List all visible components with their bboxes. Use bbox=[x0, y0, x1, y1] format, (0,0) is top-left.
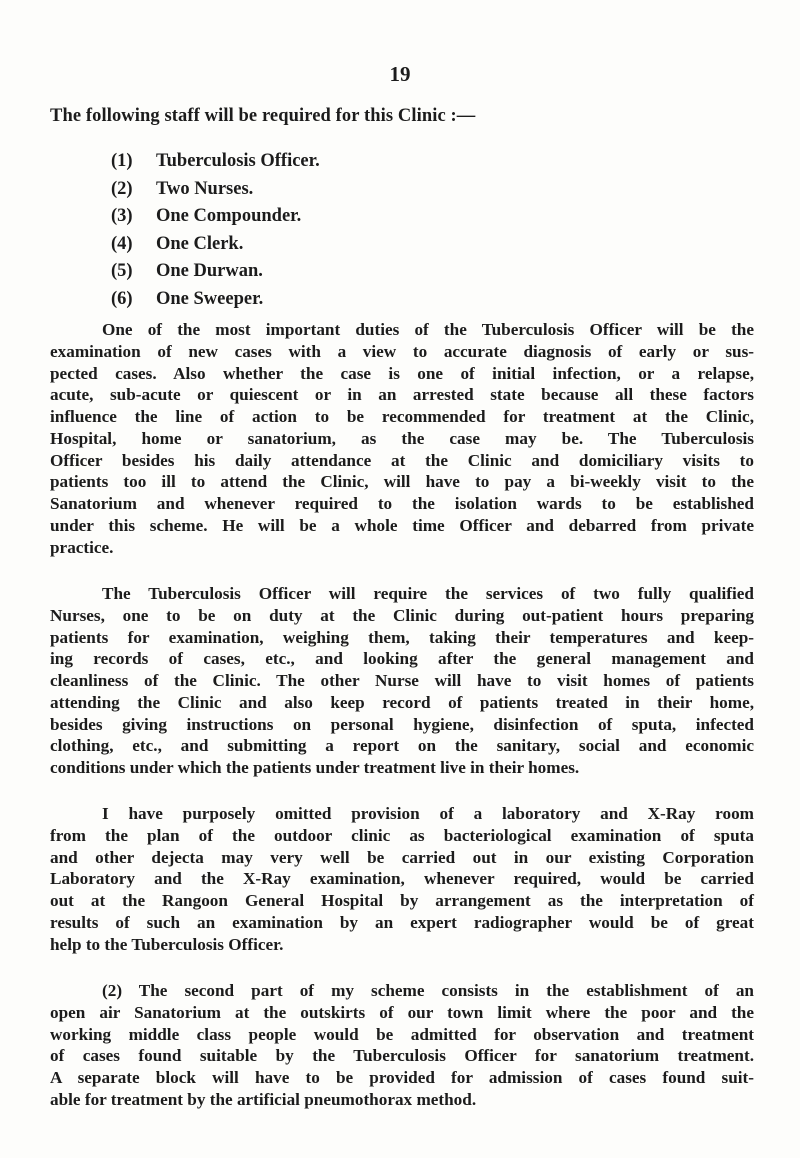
text-line: patients for examination, weighing them, taking their temperatures and keep- bbox=[50, 627, 754, 647]
text-line: One of the most important duties of the Tuberculosis Officer will be the bbox=[102, 320, 754, 339]
text-line: from the plan of the outdoor clinic as bacteriological examination of sputa bbox=[50, 825, 754, 845]
staff-intro: The following staff will be required for this Clinic :— bbox=[50, 106, 476, 126]
staff-item bbox=[111, 148, 320, 176]
text-line: Officer besides his daily attendance at the Clinic and domiciliary visits to bbox=[50, 450, 754, 470]
text-line: A separate block will have to be provided for admission of cases found suit- bbox=[50, 1068, 754, 1087]
staff-item bbox=[111, 203, 320, 231]
text-line: attending the Clinic and also keep record of patients treated in their home, bbox=[50, 692, 754, 712]
text-line: under this scheme. He will be a whole time Officer and debarred from private bbox=[50, 515, 754, 535]
text-line: ing records of cases, etc., and looking after the general management and bbox=[50, 649, 754, 669]
staff-number: (3) bbox=[111, 206, 133, 226]
staff-role: One Clerk. bbox=[156, 233, 244, 254]
paragraph-nurses bbox=[50, 583, 754, 779]
staff-number: (6) bbox=[111, 288, 133, 309]
text-line: clothing, etc., and submitting a report on the sanitary, social and economic bbox=[50, 736, 754, 756]
text-line: conditions under which the patients under treatment live in their homes. bbox=[50, 758, 580, 777]
staff-item bbox=[111, 176, 320, 204]
text-line: acute, sub-acute or quiescent or in an arrested state because all these factors bbox=[50, 385, 754, 405]
staff-role: One Compounder. bbox=[156, 206, 302, 226]
text-line: help to the Tuberculosis Officer. bbox=[50, 934, 284, 954]
text-line: working middle class people would be admitted for observation and treatment bbox=[50, 1024, 754, 1044]
staff-number: (4) bbox=[111, 233, 133, 254]
page-number: 19 bbox=[389, 62, 411, 86]
staff-role: One Sweeper. bbox=[156, 288, 264, 309]
text-line: besides giving instructions on personal hygiene, disinfection of sputa, infected bbox=[50, 714, 754, 734]
text-line: of cases found suitable by the Tuberculosis Officer for sanatorium treatment. bbox=[50, 1046, 754, 1066]
text-line: The Tuberculosis Officer will require the services of two fully qualified bbox=[102, 584, 754, 603]
text-line: examination of new cases with a view to accurate diagnosis of early or sus- bbox=[50, 341, 754, 361]
paragraph-sanatorium bbox=[50, 980, 754, 1111]
paragraph-laboratory bbox=[50, 803, 754, 955]
staff-role: Two Nurses. bbox=[156, 178, 254, 199]
staff-item bbox=[111, 231, 320, 259]
text-line: pected cases. Also whether the case is one of initial infection, or a relapse, bbox=[50, 363, 754, 383]
text-line: open air Sanatorium at the outskirts of our town limit where the poor and the bbox=[50, 1002, 754, 1022]
text-line: influence the line of action to be recommended for treatment at the Clinic, bbox=[50, 407, 754, 426]
text-line: cleanliness of the Clinic. The other Nurse will have to visit homes of patients bbox=[50, 671, 754, 690]
staff-item bbox=[111, 258, 320, 286]
text-line: out at the Rangoon General Hospital by arrangement as the interpretation of bbox=[50, 891, 754, 910]
text-line: Hospital, home or sanatorium, as the case may be. The Tuberculosis bbox=[50, 428, 754, 448]
staff-item bbox=[111, 286, 320, 314]
text-line: and other dejecta may very well be carried out in our existing Corporation bbox=[50, 847, 754, 867]
text-line: Nurses, one to be on duty at the Clinic during out-patient hours preparing bbox=[50, 605, 754, 625]
staff-number: (2) bbox=[111, 178, 133, 199]
staff-role: One Durwan. bbox=[156, 261, 263, 281]
staff-number: (1) bbox=[111, 151, 133, 171]
staff-role: Tuberculosis Officer. bbox=[156, 151, 320, 171]
staff-list bbox=[111, 148, 320, 313]
paragraph-officer-duties bbox=[50, 319, 754, 558]
text-line: Laboratory and the X-Ray examination, whenever required, would be carried bbox=[50, 869, 754, 889]
text-line: patients too ill to attend the Clinic, will have to pay a bi-weekly visit to the bbox=[50, 472, 754, 492]
text-line: I have purposely omitted provision of a laboratory and X-Ray room bbox=[102, 804, 754, 823]
staff-number: (5) bbox=[111, 261, 133, 281]
text-line: Sanatorium and whenever required to the isolation wards to be established bbox=[50, 494, 754, 513]
text-line: results of such an examination by an expert radiographer would be of great bbox=[50, 912, 754, 932]
text-line: able for treatment by the artificial pneumothorax method. bbox=[50, 1089, 477, 1109]
text-line: (2) The second part of my scheme consists in the establishment of an bbox=[102, 981, 754, 1000]
text-line: practice. bbox=[50, 537, 114, 557]
